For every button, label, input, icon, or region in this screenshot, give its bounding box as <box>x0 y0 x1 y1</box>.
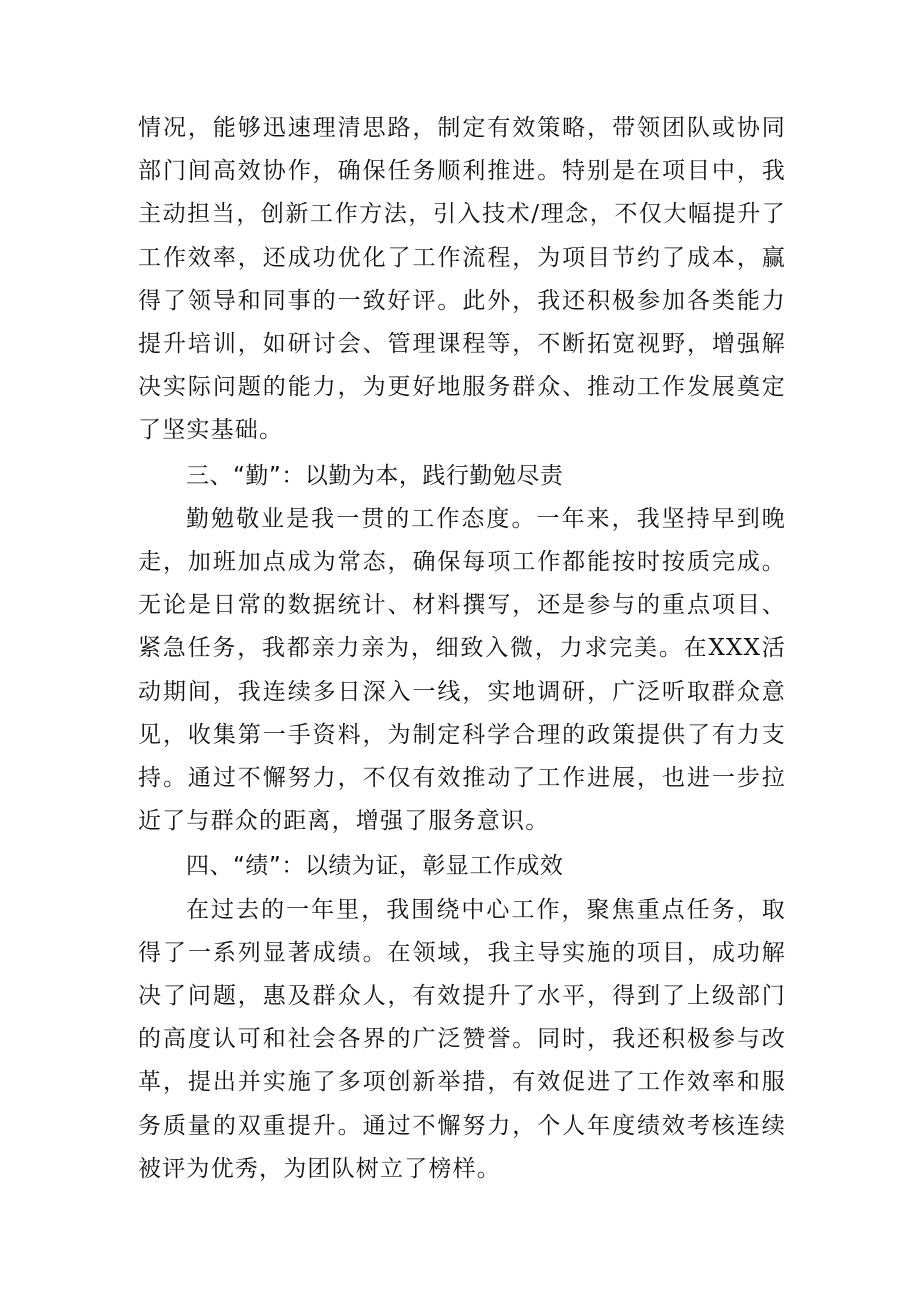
paragraph-qin: 勤勉敬业是我一贯的工作态度。一年来，我坚持早到晚走，加班加点成为常态，确保每项工作都能按时按质完成。无论是日常的数据统计、材料撰写，还是参与的重点项目、紧急任务，我都亲力亲为，细致入微，力求完美。在XXX活动期间，我连续多日深入一线，实地调研，广泛听取群众意见，收集第一手资料，为制定科学合理的政策提供了有力支持。通过不懈努力，不仅有效推动了工作进展，也进一步拉近了与群众的距离，增强了服务意识。 <box>138 505 786 835</box>
paragraph-ji: 在过去的一年里，我围绕中心工作，聚焦重点任务，取得了一系列显著成绩。在领域，我主导实施的项目，成功解决了问题，惠及群众人，有效提升了水平，得到了上级部门的高度认可和社会各界的广泛赞誉。同时，我还积极参与改革，提出并实施了多项创新举措，有效促进了工作效率和服务质量的双重提升。通过不懈努力，个人年度绩效考核连续被评为优秀，为团队树立了榜样。 <box>138 896 786 1182</box>
section-heading-qin: 三、“勤”：以勤为本，践行勤勉尽责 <box>186 462 564 489</box>
section-heading-ji: 四、“绩”：以绩为证，彰显工作成效 <box>186 853 564 880</box>
paragraph-continued: 情况，能够迅速理清思路，制定有效策略，带领团队或协同部门间高效协作，确保任务顺利推进。特别是在项目中，我主动担当，创新工作方法，引入技术/理念，不仅大幅提升了工作效率，还成功优化了工作流程，为项目节约了成本，赢得了领导和同事的一致好评。此外，我还积极参加各类能力提升培训，如研讨会、管理课程等，不断拓宽视野，增强解决实际问题的能力，为更好地服务群众、推动工作发展奠定了坚实基础。 <box>138 115 786 444</box>
document-page <box>138 107 786 1191</box>
